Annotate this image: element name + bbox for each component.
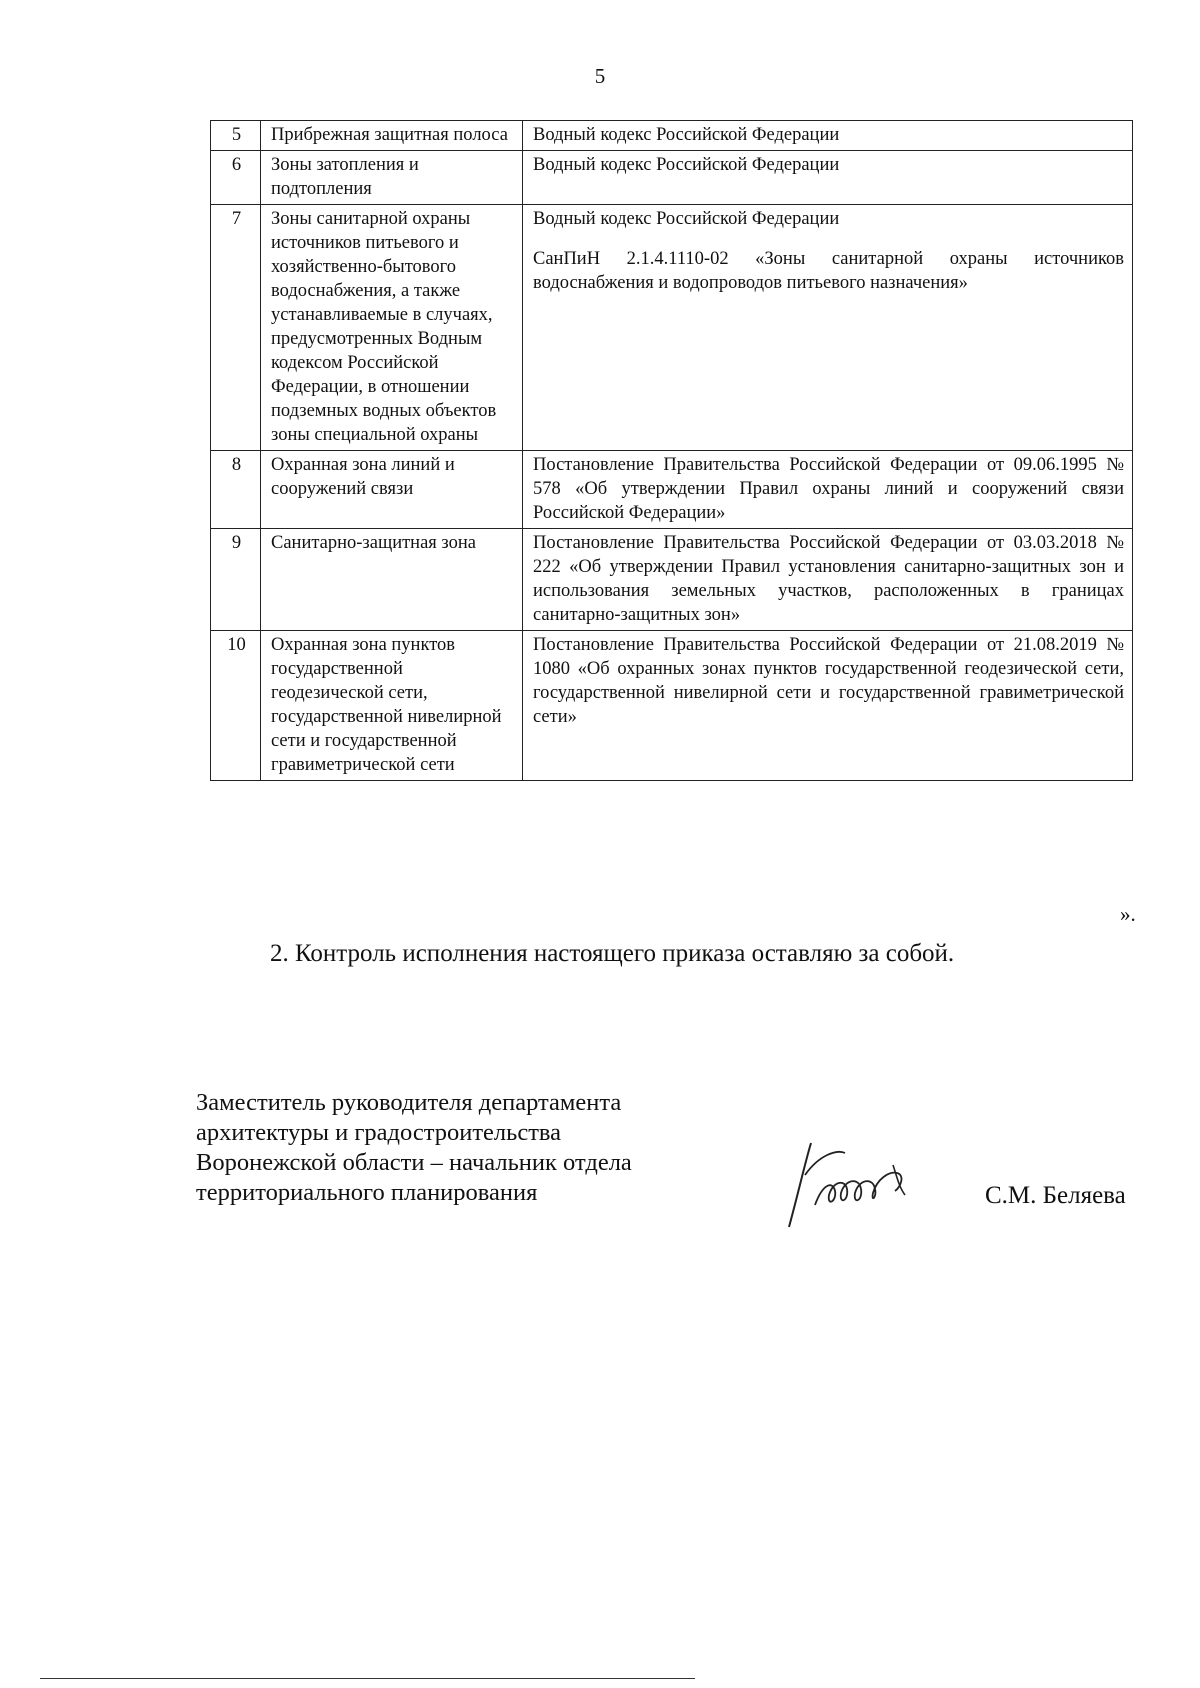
legal-basis <box>523 529 1133 631</box>
table-row <box>211 451 1133 529</box>
legal-basis-item: Водный кодекс Российской Федерации <box>533 209 840 229</box>
handwritten-signature <box>775 1135 945 1230</box>
legal-basis <box>523 631 1133 781</box>
zone-name: Охранная зона пунктов государственной геодезической сети, государственной нивелирной сети и государственной гравиметрической сети <box>261 631 523 781</box>
zone-name: Прибрежная защитная полоса <box>261 121 523 151</box>
signer-title-line: архитектуры и градостроительства <box>196 1119 562 1146</box>
table-row <box>211 205 1133 451</box>
table-row <box>211 631 1133 781</box>
legal-basis-item: Постановление Правительства Российской Федерации от 03.03.2018 № 222 «Об утверждении Правил установления санитарно-защитных зон и использования земельных участков, расположенных в границах санитарно-защитных зон» <box>533 533 1124 625</box>
zone-name: Зоны затопления и подтопления <box>261 151 523 205</box>
legal-basis-item: Водный кодекс Российской Федерации <box>533 125 840 145</box>
clause-2: 2. Контроль исполнения настоящего приказа оставляю за собой. <box>270 940 955 967</box>
row-number: 8 <box>211 451 261 529</box>
signer-name: С.М. Беляева <box>985 1182 1126 1209</box>
legal-basis <box>523 205 1133 451</box>
row-number: 7 <box>211 205 261 451</box>
legal-basis-item: Водный кодекс Российской Федерации <box>533 155 840 175</box>
signer-title <box>196 1088 756 1208</box>
signer-title-line: Заместитель руководителя департамента <box>196 1089 622 1116</box>
signer-title-line: Воронежской области – начальник отдела <box>196 1149 632 1176</box>
closing-quote: ». <box>1120 902 1136 926</box>
row-number: 10 <box>211 631 261 781</box>
legal-basis <box>523 121 1133 151</box>
row-number: 5 <box>211 121 261 151</box>
row-number: 6 <box>211 151 261 205</box>
table-row <box>211 529 1133 631</box>
legal-basis-item: СанПиН 2.1.4.1110-02 «Зоны санитарной охраны источников водоснабжения и водопроводов питьевого назначения» <box>533 249 1124 293</box>
legal-basis <box>523 151 1133 205</box>
table-row <box>211 121 1133 151</box>
legal-basis-item: Постановление Правительства Российской Федерации от 21.08.2019 № 1080 «Об охранных зонах пунктов государственной геодезической сети, государственной нивелирной сети и государственной гравиметрической сети» <box>533 635 1124 727</box>
zones-table-body <box>211 121 1133 781</box>
bottom-rule <box>40 1678 695 1679</box>
zones-table <box>210 120 1133 781</box>
signer-title-line: территориального планирования <box>196 1179 538 1206</box>
row-number: 9 <box>211 529 261 631</box>
legal-basis <box>523 451 1133 529</box>
zone-name: Санитарно-защитная зона <box>261 529 523 631</box>
zone-name: Охранная зона линий и сооружений связи <box>261 451 523 529</box>
page-number: 5 <box>594 64 606 88</box>
table-row <box>211 151 1133 205</box>
legal-basis-item: Постановление Правительства Российской Федерации от 09.06.1995 № 578 «Об утверждении Правил охраны линий и сооружений связи Российской Федерации» <box>533 455 1124 523</box>
zone-name: Зоны санитарной охраны источников питьевого и хозяйственно-бытового водоснабжения, а также устанавливаемые в случаях, предусмотренных Водным кодексом Российской Федерации, в отношении подземных водных объектов зоны специальной охраны <box>261 205 523 451</box>
